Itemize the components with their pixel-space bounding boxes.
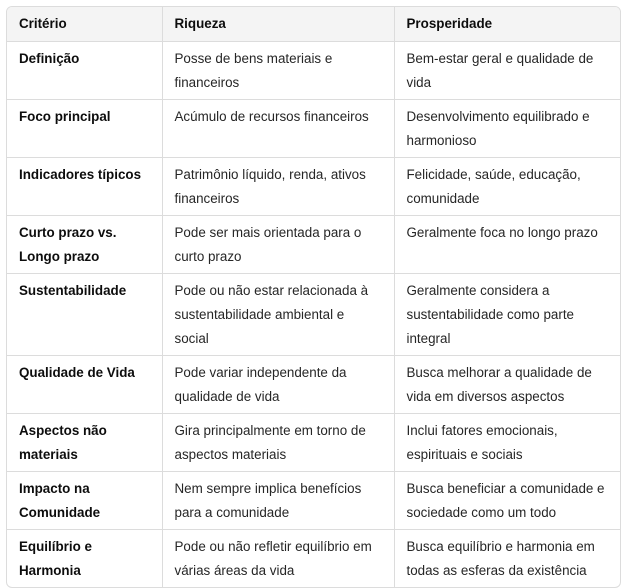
criterion-cell: Curto prazo vs. Longo prazo bbox=[7, 216, 162, 274]
prosperidade-cell: Desenvolvimento equilibrado e harmonioso bbox=[394, 100, 620, 158]
table-row bbox=[7, 356, 620, 414]
criterion-cell: Aspectos não materiais bbox=[7, 414, 162, 472]
table-row bbox=[7, 414, 620, 472]
table-row bbox=[7, 472, 620, 530]
table-row bbox=[7, 100, 620, 158]
prosperidade-cell: Busca equilíbrio e harmonia em todas as esferas da existência bbox=[406, 539, 595, 578]
table-row bbox=[7, 216, 620, 274]
criterion-cell: Equilíbrio e Harmonia bbox=[7, 530, 162, 588]
riqueza-cell: Nem sempre implica benefícios para a comunidade bbox=[162, 472, 394, 530]
criterion-cell: Indicadores típicos bbox=[7, 158, 162, 216]
criterion-cell: Qualidade de Vida bbox=[7, 356, 162, 414]
table-header-row bbox=[7, 7, 620, 42]
riqueza-cell: Posse de bens materiais e financeiros bbox=[162, 42, 394, 100]
prosperidade-cell: Bem-estar geral e qualidade de vida bbox=[394, 42, 620, 100]
criterion-cell: Impacto na Comunidade bbox=[7, 472, 162, 530]
table-row bbox=[7, 530, 620, 588]
riqueza-cell: Pode variar independente da qualidade de vida bbox=[162, 356, 394, 414]
criterion-cell: Definição bbox=[7, 42, 162, 100]
riqueza-cell: Pode ou não estar relacionada à sustentabilidade ambiental e social bbox=[162, 274, 394, 356]
table-row bbox=[7, 42, 620, 100]
table-row bbox=[7, 158, 620, 216]
riqueza-cell: Pode ou não refletir equilíbrio em várias áreas da vida bbox=[162, 530, 394, 588]
riqueza-cell: Gira principalmente em torno de aspectos materiais bbox=[162, 414, 394, 472]
riqueza-cell: Acúmulo de recursos financeiros bbox=[162, 100, 394, 158]
comparison-table bbox=[7, 7, 620, 587]
riqueza-cell: Patrimônio líquido, renda, ativos financeiros bbox=[162, 158, 394, 216]
header-criterio: Critério bbox=[7, 7, 162, 42]
criterion-cell: Foco principal bbox=[7, 100, 162, 158]
table-row bbox=[7, 274, 620, 356]
header-riqueza: Riqueza bbox=[162, 7, 394, 42]
prosperidade-cell: Busca melhorar a qualidade de vida em diversos aspectos bbox=[394, 356, 620, 414]
prosperidade-cell: Inclui fatores emocionais, espirituais e sociais bbox=[394, 414, 620, 472]
riqueza-cell: Pode ser mais orientada para o curto prazo bbox=[162, 216, 394, 274]
header-prosperidade: Prosperidade bbox=[394, 7, 620, 42]
prosperidade-cell: Felicidade, saúde, educação, comunidade bbox=[394, 158, 620, 216]
prosperidade-cell: Geralmente considera a sustentabilidade como parte integral bbox=[394, 274, 620, 356]
criterion-cell: Sustentabilidade bbox=[7, 274, 162, 356]
prosperidade-cell: Geralmente foca no longo prazo bbox=[394, 216, 620, 274]
prosperidade-cell: Busca beneficiar a comunidade e sociedade como um todo bbox=[394, 472, 620, 530]
comparison-table-container bbox=[6, 6, 621, 588]
